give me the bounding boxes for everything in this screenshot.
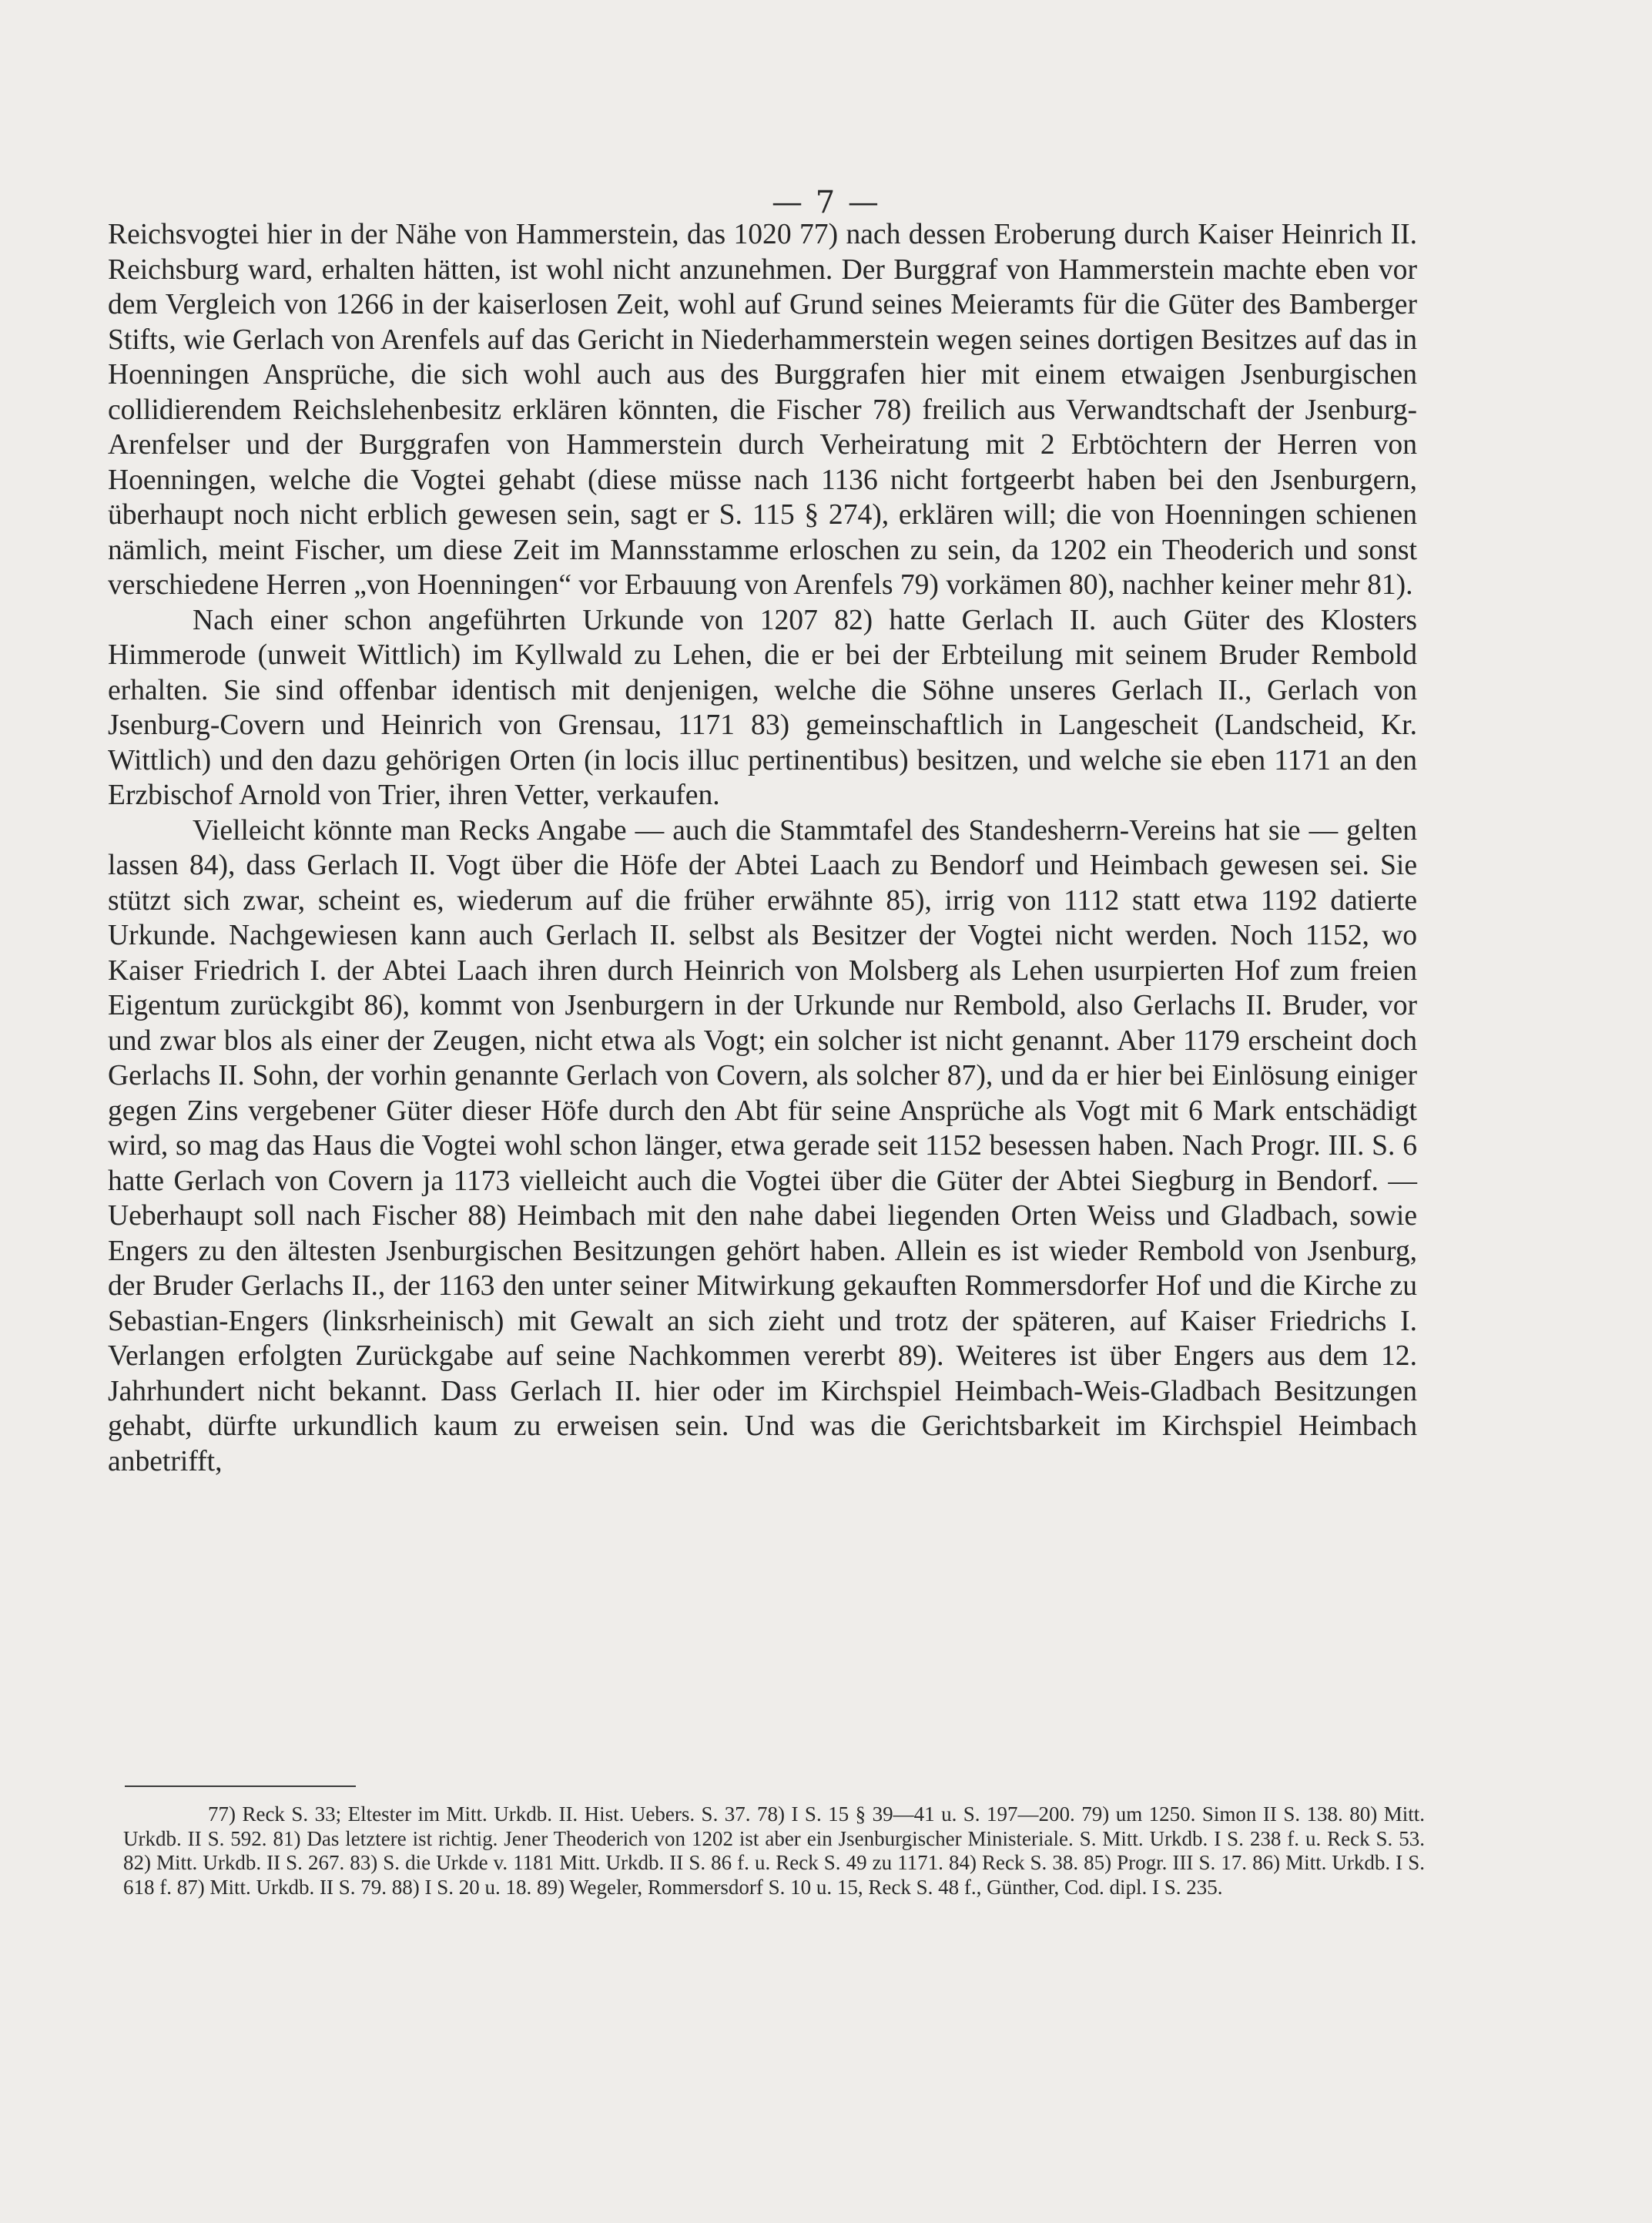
paragraph-1: Reichsvogtei hier in der Nähe von Hammerstein, das 1020 77) nach dessen Eroberung durch Kaiser Heinrich II. Reichsburg ward, erhalten hätten, ist wohl nicht anzunehmen. Der Burggraf von Hammerstein machte eben vor dem Vergleich von 1266 in der kaiserlosen Zeit, wohl auf Grund seines Meieramts für die Güter des Bamberger Stifts, wie Gerlach von Arenfels auf das Gericht in Niederhammerstein wegen seines dortigen Besitzes auf das in Hoenningen Ansprüche, die sich wohl auch aus des Burggrafen hier mit einem etwaigen Jsenburgischen collidierendem Reichslehenbesitz erklären könnten, die Fischer 78) freilich aus Verwandtschaft der Jsenburg- Arenfelser und der Burggrafen von Hammerstein durch Verheiratung mit 2 Erbtöchtern der Herren von Hoenningen, welche die Vogtei gehabt (diese müsse nach 1136 nicht fortgeerbt haben bei den Jsenburgern, überhaupt noch nicht erblich gewesen sein, sagt er S. 115 § 274), erklären will; die von Hoenningen schienen nämlich, meint Fischer, um diese Zeit im Mannsstamme erloschen zu sein, da 1202 ein Theoderich und sonst verschiedene Herren „von Hoenningen“ vor Erbauung von Arenfels 79) vorkämen 80), nachher keiner mehr 81). (108, 219, 1417, 601)
footnotes (123, 1802, 1425, 1899)
paragraph-2: Nach einer schon angeführten Urkunde von 1207 82) hatte Gerlach II. auch Güter des Klosters Himmerode (unweit Wittlich) im Kyllwald zu Lehen, die er bei der Erbteilung mit seinem Bruder Rembold erhalten. Sie sind offenbar identisch mit denjenigen, welche die Söhne unseres Gerlach II., Gerlach von Jsenburg-Covern und Heinrich von Grensau, 1171 83) gemeinschaftlich in Langescheit (Landscheid, Kr. Wittlich) und den dazu gehörigen Orten (in locis illuc pertinentibus) besitzen, und welche sie eben 1171 an den Erzbischof Arnold von Trier, ihren Vetter, verkaufen. (108, 604, 1417, 811)
footnotes-text: 77) Reck S. 33; Eltester im Mitt. Urkdb. II. Hist. Uebers. S. 37. 78) I S. 15 § 39—41 u. S. 197—200. 79) um 1250. Simon II S. 138. 80) Mitt. Urkdb. II S. 592. 81) Das letztere ist richtig. Jener Theoderich von 1202 ist aber ein Jsenburgischer Ministeriale. S. Mitt. Urkdb. I S. 238 f. u. Reck S. 53. 82) Mitt. Urkdb. II S. 267. 83) S. die Urkde v. 1181 Mitt. Urkdb. II S. 86 f. u. Reck S. 49 zu 1171. 84) Reck S. 38. 85) Progr. III S. 17. 86) Mitt. Urkdb. I S. 618 f. 87) Mitt. Urkdb. II S. 79. 88) I S. 20 u. 18. 89) Wegeler, Rommersdorf S. 10 u. 15, Reck S. 48 f., Günther, Cod. dipl. I S. 235. (123, 1802, 1425, 1899)
main-text (108, 217, 1417, 1479)
footnote-separator (125, 1785, 356, 1787)
page-number: — 7 — (772, 185, 880, 220)
paragraph-3: Vielleicht könnte man Recks Angabe — auch die Stammtafel des Standesherrn-Vereins hat sie — gelten lassen 84), dass Gerlach II. Vogt über die Höfe der Abtei Laach zu Bendorf und Heimbach gewesen sei. Sie stützt sich zwar, scheint es, wiederum auf die früher erwähnte 85), irrig von 1112 statt etwa 1192 datierte Urkunde. Nachgewiesen kann auch Gerlach II. selbst als Besitzer der Vogtei nicht werden. Noch 1152, wo Kaiser Friedrich I. der Abtei Laach ihren durch Heinrich von Molsberg als Lehen usurpierten Hof zum freien Eigentum zurückgibt 86), kommt von Jsenburgern in der Urkunde nur Rembold, also Gerlachs II. Bruder, vor und zwar blos als einer der Zeugen, nicht etwa als Vogt; ein solcher ist nicht genannt. Aber 1179 erscheint doch Gerlachs II. Sohn, der vorhin genannte Gerlach von Covern, als solcher 87), und da er hier bei Einlösung einiger gegen Zins vergebener Güter dieser Höfe durch den Abt für seine Ansprüche als Vogt mit 6 Mark entschädigt wird, so mag das Haus die Vogtei wohl schon länger, etwa gerade seit 1152 besessen haben. Nach Progr. III. S. 6 hatte Gerlach von Covern ja 1173 vielleicht auch die Vogtei über die Güter der Abtei Siegburg in Bendorf. — Ueberhaupt soll nach Fischer 88) Heimbach mit den nahe dabei liegenden Orten Weiss und Gladbach, sowie Engers zu den ältesten Jsenburgischen Besitzungen gehört haben. Allein es ist wieder Rembold von Jsenburg, der Bruder Gerlachs II., der 1163 den unter seiner Mitwirkung gekauften Rommersdorfer Hof und die Kirche zu Sebastian-Engers (linksrheinisch) mit Gewalt an sich zieht und trotz der späteren, auf Kaiser Friedrichs I. Verlangen erfolgten Zurückgabe auf seine Nachkommen vererbt 89). Weiteres ist über Engers aus dem 12. Jahrhundert nicht bekannt. Dass Gerlach II. hier oder im Kirchspiel Heimbach-Weis-Gladbach Besitzungen gehabt, dürfte urkundlich kaum zu erweisen sein. Und was die Gerichtsbarkeit im Kirchspiel Heimbach anbetrifft, (108, 814, 1417, 1477)
